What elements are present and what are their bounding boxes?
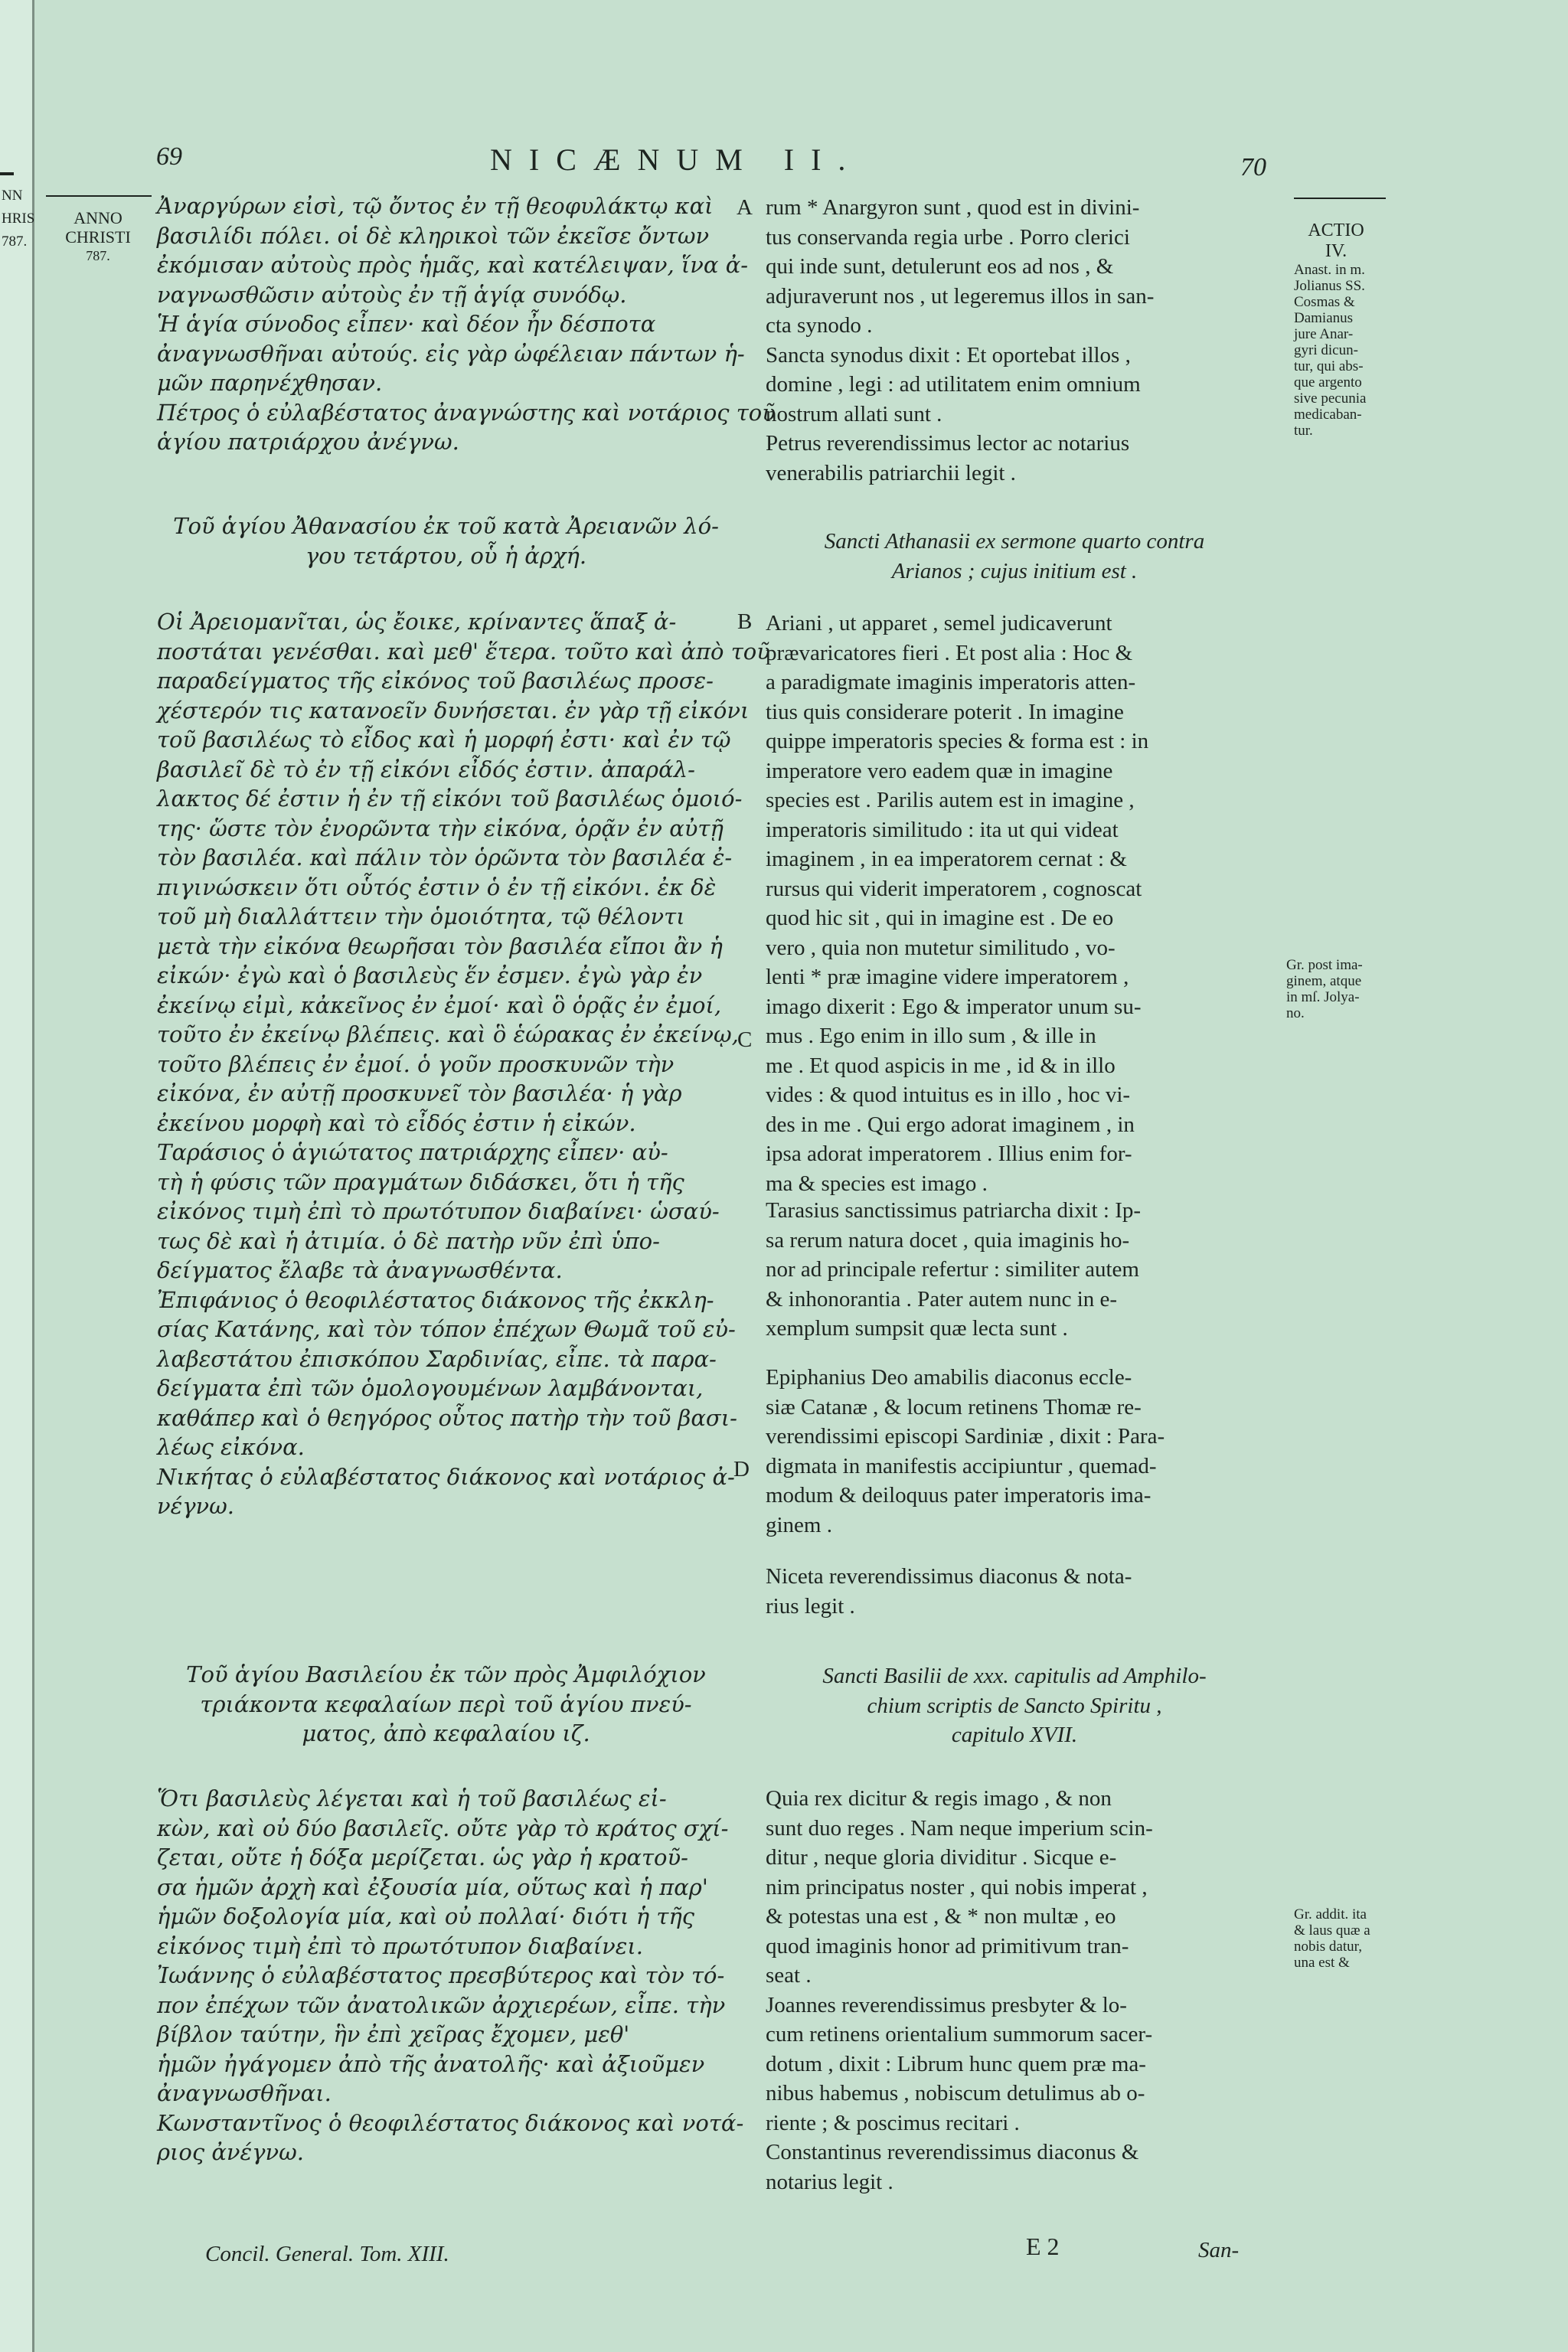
greek-line: χέστερόν τις κατανοεῖν δυνήσεται. ἐν γὰρ τῇ εἰκόνι bbox=[157, 697, 750, 724]
running-title: NICÆNUM II. bbox=[490, 142, 863, 177]
greek-line: Ἰωάννης ὁ εὐλαβέστατος πρεσβύτερος καὶ τὸν τό- bbox=[157, 1962, 725, 1988]
latin-line: notarius legit . bbox=[766, 2169, 893, 2194]
greek-line: βίβλον ταύτην, ἣν ἐπὶ χεῖρας ἔχομεν, μεθ' bbox=[157, 2021, 630, 2047]
greek-line: κὼν, καὶ οὐ δύο βασιλεῖς. οὔτε γὰρ τὸ κράτος σχί- bbox=[157, 1815, 729, 1841]
latin-line: dotum , dixit : Librum hunc quem præ ma- bbox=[766, 2051, 1146, 2076]
greek-line: εἰκόνος τιμὴ ἐπὶ τὸ πρωτότυπον διαβαίνει· ὡσαύ- bbox=[157, 1198, 720, 1224]
latin-line: & potestas una est , & * non multæ , eo bbox=[766, 1904, 1116, 1929]
greek-heading-line: γου τετάρτου, οὗ ἡ ἀρχή. bbox=[305, 542, 587, 569]
latin-line: vero , quia non mutetur similitudo , vo- bbox=[766, 935, 1116, 960]
anno-rule bbox=[46, 195, 152, 197]
greek-heading-basil bbox=[157, 1660, 735, 1749]
margin-note-addit bbox=[1294, 1906, 1370, 1971]
latin-line: quod hic sit , qui in imagine est . De eo bbox=[766, 906, 1114, 930]
actio-note: ACTIO IV. bbox=[1308, 220, 1364, 261]
latin-text-block-2 bbox=[766, 609, 1148, 1198]
latin-line: me . Et quod aspicis in me , id & in illo bbox=[766, 1053, 1116, 1078]
greek-line: ριος ἀνέγνω. bbox=[157, 2139, 304, 2165]
greek-text-block-3 bbox=[157, 1784, 743, 2167]
latin-line: ma & species est imago . bbox=[766, 1171, 988, 1196]
greek-line: τοῦ βασιλέως τὸ εἶδος καὶ ἡ μορφή ἐστι· καὶ ἐν τῷ bbox=[157, 727, 731, 753]
catchword: San- bbox=[1198, 2238, 1240, 2262]
latin-text-block-1 bbox=[766, 193, 1154, 488]
latin-line: verendissimi episcopi Sardiniæ , dixit : Para- bbox=[766, 1424, 1165, 1449]
latin-line: ipsa adorat imperatorem . Illius enim for- bbox=[766, 1142, 1132, 1166]
latin-line: quippe imperatoris species & forma est : in bbox=[766, 729, 1149, 753]
latin-text-block-3 bbox=[766, 1196, 1141, 1344]
greek-line: τὴ ἡ φύσις τῶν πραγμάτων διδάσκει, ὅτι ἡ τῆς bbox=[157, 1168, 684, 1195]
latin-line: venerabilis patriarchii legit . bbox=[766, 460, 1016, 485]
latin-heading-line: Sancti Athanasii ex sermone quarto contra bbox=[824, 529, 1205, 554]
latin-line: imperatoris similitudo : ita ut qui videat bbox=[766, 817, 1119, 842]
latin-line: a paradigmate imaginis imperatoris atten- bbox=[766, 670, 1136, 694]
latin-line: cum retinens orientalium summorum sacer- bbox=[766, 2022, 1153, 2047]
latin-text-block-5 bbox=[766, 1562, 1132, 1621]
latin-heading-basil bbox=[766, 1661, 1263, 1750]
greek-line: σίας Κατάνης, καὶ τὸν τόπον ἐπέχων Θωμᾶ τοῦ εὐ- bbox=[157, 1316, 736, 1342]
greek-line: βασιλίδι πόλει. οἱ δὲ κληρικοὶ τῶν ἐκεῖσε ὄντων bbox=[157, 222, 710, 249]
latin-line: Constantinus reverendissimus diaconus & bbox=[766, 2140, 1139, 2164]
greek-line: σα ἡμῶν ἀρχὴ καὶ ἐξουσία μία, οὕτως καὶ ἡ παρ' bbox=[157, 1873, 708, 1900]
greek-line: τὸν βασιλέα. καὶ πάλιν τὸν ὁρῶντα τὸν βασιλέα ἐ- bbox=[157, 844, 733, 871]
latin-heading-line: chium scriptis de Sancto Spiritu , bbox=[867, 1693, 1162, 1718]
margin-note-line: nobis datur, bbox=[1294, 1939, 1362, 1955]
margin-note-line: gyri dicun- bbox=[1294, 342, 1358, 358]
margin-note-line: & laus quæ a bbox=[1294, 1922, 1370, 1939]
latin-line: adjuraverunt nos , ut legeremus illos in san- bbox=[766, 283, 1155, 309]
latin-line: Quia rex dicitur & regis imago , & non bbox=[766, 1786, 1112, 1811]
greek-line: Ἀναργύρων εἰσὶ, τῷ ὄντος ἐν τῇ θεοφυλάκτῳ καὶ bbox=[157, 193, 714, 219]
margin-note-line: Damianus bbox=[1294, 310, 1354, 326]
latin-heading-line: Arianos ; cujus initium est . bbox=[891, 558, 1138, 583]
greek-heading-line: τριάκοντα κεφαλαίων περὶ τοῦ ἁγίου πνεύ- bbox=[200, 1690, 692, 1717]
latin-line: sunt duo reges . Nam neque imperium scin- bbox=[766, 1815, 1153, 1841]
latin-line: modum & deiloquus pater imperatoris ima- bbox=[766, 1483, 1152, 1508]
greek-line: τοῦτο ἐν ἐκείνῳ βλέπεις. καὶ ὃ ἑώρακας ἐν ἐκείνῳ, bbox=[157, 1021, 739, 1047]
latin-line: des in me . Qui ergo adorat imaginem , in bbox=[766, 1112, 1135, 1137]
margin-note-line: Gr. post ima- bbox=[1286, 957, 1363, 973]
latin-line: rum * Anargyron sunt , quod est in divini- bbox=[766, 195, 1140, 220]
margin-note-line: Anast. in m. bbox=[1294, 262, 1365, 278]
section-letter-b: B bbox=[737, 609, 753, 634]
section-letter-c: C bbox=[737, 1027, 753, 1052]
latin-line: Joannes reverendissimus presbyter & lo- bbox=[766, 1992, 1127, 2017]
margin-note-line: tur, qui abs- bbox=[1294, 358, 1364, 374]
greek-line: Πέτρος ὁ εὐλαβέστατος ἀναγνώστης καὶ νοτάριος τοῦ bbox=[157, 399, 776, 426]
latin-line: Epiphanius Deo amabilis diaconus eccle- bbox=[766, 1365, 1132, 1390]
latin-line: vides : & quod intuitus es in illo , hoc vi- bbox=[766, 1083, 1131, 1107]
greek-line: ἐκείνῳ εἰμὶ, κἀκεῖνος ἐν ἐμοί· καὶ ὃ ὁρᾷς ἐν ἐμοί, bbox=[157, 991, 722, 1018]
latin-line: Tarasius sanctissimus patriarcha dixit : Ip- bbox=[766, 1198, 1142, 1223]
greek-line: ναγνωσθῶσιν αὐτοὺς ἐν τῇ ἁγίᾳ συνόδῳ. bbox=[157, 281, 627, 308]
greek-heading-line: ματος, ἀπὸ κεφαλαίου ιζ. bbox=[302, 1720, 590, 1746]
greek-heading-line: Τοῦ ἁγίου Ἀθανασίου ἐκ τοῦ κατὰ Ἀρειανῶν λό- bbox=[173, 513, 719, 539]
latin-heading-athanasius bbox=[766, 527, 1263, 586]
latin-line: Sancta synodus dixit : Et oportebat illos , bbox=[766, 342, 1131, 368]
greek-line: Ὅτι βασιλεὺς λέγεται καὶ ἡ τοῦ βασιλέως εἰ- bbox=[157, 1785, 667, 1811]
latin-line: digmata in manifestis accipiuntur , quemad- bbox=[766, 1453, 1157, 1478]
latin-line: rius legit . bbox=[766, 1593, 855, 1619]
section-letter-d: D bbox=[733, 1457, 750, 1481]
edge-line: HRIS bbox=[2, 211, 35, 227]
latin-text-block-4 bbox=[766, 1363, 1165, 1540]
greek-line: ποστάται γενέσθαι. καὶ μεθ' ἕτερα. τοῦτο καὶ ἀπὸ τοῦ bbox=[157, 638, 770, 665]
latin-line: mus . Ego enim in illo sum , & ille in bbox=[766, 1024, 1096, 1048]
greek-line: ἐκείνου μορφὴ καὶ τὸ εἶδός ἐστιν ἡ εἰκών. bbox=[157, 1109, 636, 1136]
greek-line: τως δὲ καὶ ἡ ἀτιμία. ὁ δὲ πατὴρ νῦν ἐπὶ ὑπο- bbox=[157, 1227, 660, 1254]
margin-note-line: jure Anar- bbox=[1294, 326, 1354, 342]
greek-heading-athanasius bbox=[157, 511, 735, 570]
anno-christi-note: ANNO CHRISTI 787. bbox=[65, 208, 131, 263]
greek-line: λέως εἰκόνα. bbox=[157, 1434, 305, 1460]
latin-line: cta synodo . bbox=[766, 313, 873, 338]
greek-line: νέγνω. bbox=[157, 1493, 235, 1519]
latin-line: nostrum allati sunt . bbox=[766, 401, 942, 426]
latin-line: tius quis considerare poterit . In imagine bbox=[766, 699, 1124, 724]
greek-line: Ταράσιος ὁ ἁγιώτατος πατριάρχης εἶπεν· αὐ- bbox=[157, 1139, 668, 1165]
actio-rule bbox=[1294, 198, 1386, 199]
latin-line: quod imaginis honor ad primitivum tran- bbox=[766, 1933, 1129, 1958]
margin-note-anargyri bbox=[1294, 262, 1366, 439]
margin-note-line: sive pecunia bbox=[1294, 390, 1367, 407]
greek-line: πον ἐπέχων τῶν ἀνατολικῶν ἀρχιερέων, εἶπε. τὴν bbox=[157, 1991, 726, 2018]
greek-line: Ἐπιφάνιος ὁ θεοφιλέστατος διάκονος τῆς ἐκκλη- bbox=[157, 1286, 714, 1313]
latin-line: rursus qui viderit imperatorem , cognoscat bbox=[766, 876, 1142, 901]
latin-line: nibus habemus , nobiscum detulimus ab o- bbox=[766, 2081, 1145, 2105]
latin-line: lenti * præ imagine videre imperatorem , bbox=[766, 965, 1129, 989]
greek-text-block-2 bbox=[157, 607, 770, 1521]
latin-line: tus conservanda regia urbe . Porro clerici bbox=[766, 224, 1130, 250]
latin-line: siæ Catanæ , & locum retinens Thomæ re- bbox=[766, 1394, 1142, 1419]
gutter-edge bbox=[0, 0, 34, 2352]
greek-line: ἡμῶν δοξολογία μία, καὶ οὐ πολλαί· διότι ἡ τῆς bbox=[157, 1903, 694, 1929]
margin-note-line: Cosmas & bbox=[1294, 294, 1355, 310]
greek-line: δείγματα ἐπὶ τῶν ὁμολογουμένων λαμβάνονται, bbox=[157, 1375, 704, 1401]
greek-line: εἰκόνα, ἐν αὐτῇ προσκυνεῖ τὸν βασιλέα· ἡ γὰρ bbox=[157, 1080, 682, 1106]
greek-line: της· ὥστε τὸν ἐνορῶντα τὴν εἰκόνα, ὁρᾷν ἐν αὐτῇ bbox=[157, 815, 724, 841]
latin-line: imperatore vero eadem quæ in imagine bbox=[766, 758, 1113, 783]
greek-line: λαβεστάτου ἐπισκόπου Σαρδινίας, εἶπε. τὰ παρα- bbox=[157, 1345, 717, 1372]
section-letter-a: A bbox=[737, 195, 753, 220]
greek-line: ἡμῶν ἠγάγομεν ἀπὸ τῆς ἀνατολῆς· καὶ ἀξιοῦμεν bbox=[157, 2050, 705, 2077]
latin-line: species est . Parilis autem est in imagine , bbox=[766, 788, 1135, 812]
latin-line: seat . bbox=[766, 1963, 812, 1988]
margin-note-line: no. bbox=[1286, 1005, 1305, 1021]
latin-heading-line: Sancti Basilii de xxx. capitulis ad Amphilo- bbox=[822, 1664, 1207, 1688]
greek-line: ἀναγνωσθῆναι. bbox=[157, 2080, 332, 2106]
signature-mark: E 2 bbox=[1026, 2233, 1060, 2260]
greek-line: μετὰ τὴν εἰκόνα θεωρῆσαι τὸν βασιλέα εἴποι ἂν ἡ bbox=[157, 933, 723, 959]
edge-line: NN bbox=[2, 188, 23, 204]
edge-rule bbox=[0, 172, 14, 175]
greek-line: εἰκών· ἐγὼ καὶ ὁ βασιλεὺς ἕν ἐσμεν. ἐγὼ γὰρ ἐν bbox=[157, 962, 703, 988]
greek-line: Κωνσταντῖνος ὁ θεοφιλέστατος διάκονος καὶ νοτά- bbox=[157, 2109, 744, 2136]
greek-line: πιγινώσκειν ὅτι οὗτός ἐστιν ὁ ἐν τῇ εἰκόνι. ἐκ δὲ bbox=[157, 874, 717, 900]
margin-note-line: tur. bbox=[1294, 423, 1313, 439]
greek-line: ζεται, οὔτε ἡ δόξα μερίζεται. ὡς γὰρ ἡ κρατοῦ- bbox=[157, 1844, 688, 1870]
margin-note-line: una est & bbox=[1294, 1955, 1350, 1971]
footer-volume: Concil. General. Tom. XIII. bbox=[205, 2242, 449, 2266]
latin-line: prævaricatores fieri . Et post alia : Hoc & bbox=[766, 640, 1133, 665]
margin-note-line: que argento bbox=[1294, 374, 1362, 390]
edge-line: 787. bbox=[2, 234, 28, 250]
latin-line: xemplum sumpsit quæ lecta sunt . bbox=[766, 1316, 1068, 1341]
greek-line: παραδείγματος τῆς εἰκόνος τοῦ βασιλέως προσε- bbox=[157, 668, 714, 694]
margin-note-line: Gr. addit. ita bbox=[1294, 1906, 1367, 1922]
margin-note-line: medicaban- bbox=[1294, 407, 1362, 423]
latin-line: domine , legi : ad utilitatem enim omnium bbox=[766, 372, 1141, 397]
greek-line: Οἱ Ἀρειομανῖται, ὡς ἔοικε, κρίναντες ἅπαξ ἀ- bbox=[157, 609, 677, 635]
greek-line: δείγματος ἔλαβε τὰ ἀναγνωσθέντα. bbox=[157, 1257, 563, 1283]
greek-line: Ἡ ἁγία σύνοδος εἶπεν· καὶ δέον ἦν δέσποτα bbox=[157, 311, 656, 337]
latin-line: riente ; & poscimus recitari . bbox=[766, 2110, 1020, 2135]
latin-line: Niceta reverendissimus diaconus & nota- bbox=[766, 1564, 1132, 1589]
greek-line: εἰκόνος τιμὴ ἐπὶ τὸ πρωτότυπον διαβαίνει. bbox=[157, 1932, 643, 1959]
page-number-left: 69 bbox=[156, 142, 182, 171]
greek-heading-line: Τοῦ ἁγίου Βασιλείου ἐκ τῶν πρὸς Ἀμφιλόχιον bbox=[186, 1661, 706, 1687]
margin-note-line: in mſ. Jolya- bbox=[1286, 989, 1360, 1005]
greek-line: ἐκόμισαν αὐτοὺς πρὸς ἡμᾶς, καὶ κατέλειψαν, ἵνα ἀ- bbox=[157, 252, 749, 278]
greek-line: ἀναγνωσθῆναι αὐτούς. εἰς γὰρ ὠφέλειαν πάντων ἡ- bbox=[157, 340, 745, 367]
page-number-right: 70 bbox=[1240, 153, 1266, 181]
latin-text-block-6 bbox=[766, 1784, 1153, 2197]
greek-line: βασιλεῖ δὲ τὸ ἐν τῇ εἰκόνι εἶδός ἐστιν. ἀπαράλ- bbox=[157, 756, 695, 782]
greek-line: Νικήτας ὁ εὐλαβέστατος διάκονος καὶ νοτάριος ἀ- bbox=[157, 1463, 735, 1490]
latin-line: Petrus reverendissimus lector ac notarius bbox=[766, 431, 1130, 456]
greek-line: καθάπερ καὶ ὁ θεηγόρος οὗτος πατὴρ τὴν τοῦ βασι- bbox=[157, 1404, 737, 1431]
greek-line: τοῦ μὴ διαλλάττειν τὴν ὁμοιότητα, τῷ θέλοντι bbox=[157, 903, 685, 929]
greek-line: μῶν παρηνέχθησαν. bbox=[157, 370, 383, 396]
latin-line: ginem . bbox=[766, 1512, 832, 1537]
greek-line: λακτος δέ ἐστιν ἡ ἐν τῇ εἰκόνι τοῦ βασιλέως ὁμοιό- bbox=[157, 786, 743, 812]
latin-line: imago dixerit : Ego & imperator unum su- bbox=[766, 994, 1142, 1019]
margin-note-line: ginem, atque bbox=[1286, 973, 1362, 989]
latin-line: sa rerum natura docet , quia imaginis ho- bbox=[766, 1227, 1130, 1253]
greek-line: τοῦτο βλέπεις ἐν ἐμοί. ὁ γοῦν προσκυνῶν τὴν bbox=[157, 1050, 675, 1077]
latin-line: ditur , neque gloria dividitur . Sicque e- bbox=[766, 1845, 1117, 1870]
latin-line: & inhonorantia . Pater autem nunc in e- bbox=[766, 1286, 1118, 1312]
margin-note-line: Jolianus SS. bbox=[1294, 278, 1365, 294]
latin-line: nor ad principale refertur : similiter autem bbox=[766, 1257, 1139, 1282]
latin-line: qui inde sunt, detulerunt eos ad nos , & bbox=[766, 254, 1114, 279]
latin-line: nim principatus noster , qui nobis imperat , bbox=[766, 1874, 1148, 1900]
latin-heading-line: capitulo XVII. bbox=[951, 1723, 1078, 1747]
greek-text-block-1 bbox=[157, 191, 776, 457]
latin-line: imaginem , in ea imperatorem cernat : & bbox=[766, 847, 1127, 871]
greek-line: ἁγίου πατριάρχου ἀνέγνω. bbox=[157, 429, 459, 455]
margin-note-post-imaginem bbox=[1286, 957, 1363, 1021]
latin-line: Ariani , ut apparet , semel judicaverunt bbox=[766, 611, 1112, 635]
